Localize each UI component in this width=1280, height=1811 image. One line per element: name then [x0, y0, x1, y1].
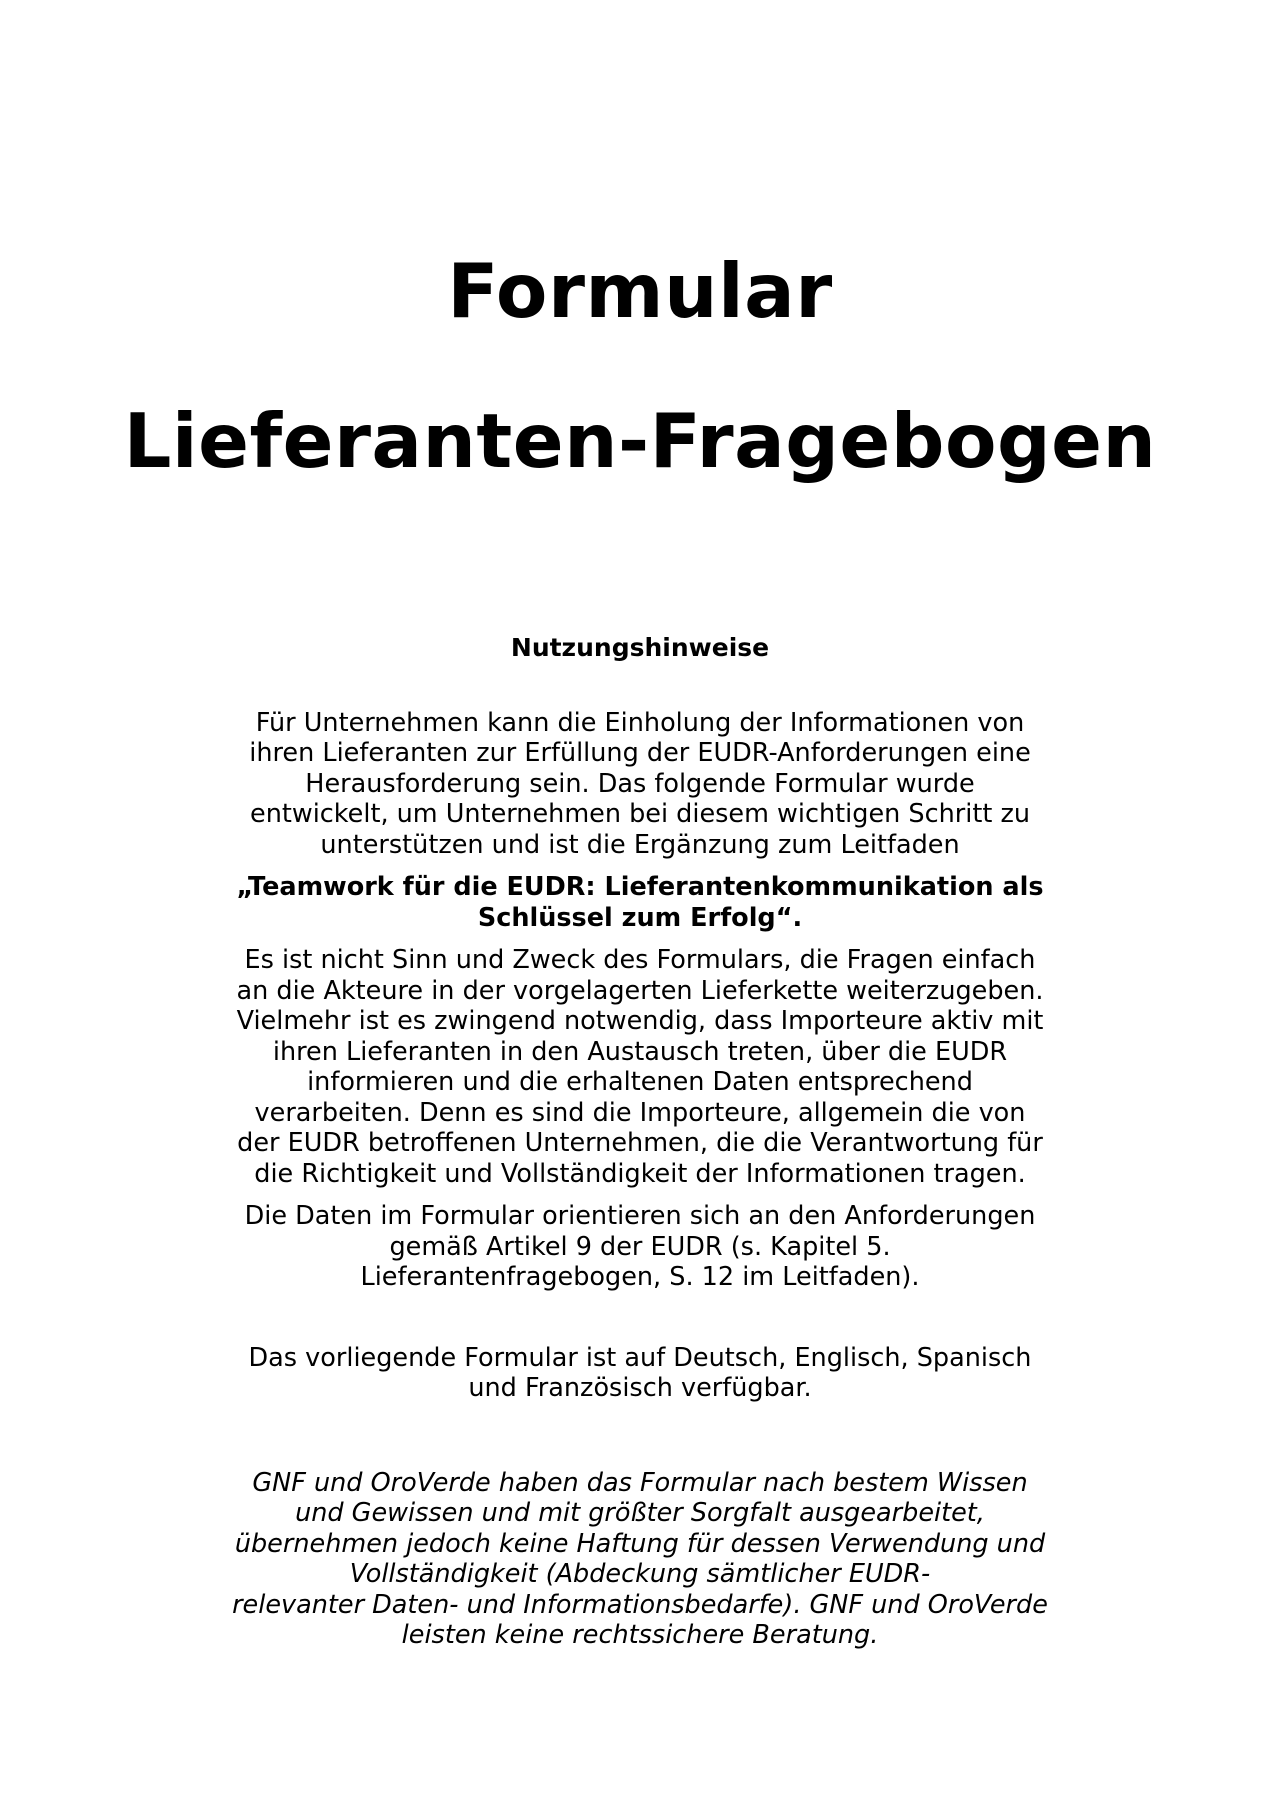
purpose-line: informieren und die erhaltenen Daten entsprechend	[307, 1067, 973, 1097]
intro-line: entwickelt, um Unternehmen bei diesem wichtigen Schritt zu	[250, 799, 1030, 829]
disclaimer-paragraph	[190, 1468, 1090, 1651]
intro-line: unterstützen und ist die Ergänzung zum Leitfaden	[320, 829, 960, 860]
purpose-line: verarbeiten. Denn es sind die Importeure, allgemein die von	[254, 1097, 1026, 1128]
purpose-line: an die Akteure in der vorgelagerten Lieferkette weiterzugeben.	[236, 975, 1044, 1006]
title-lieferanten-fragebogen: Lieferanten-Fragebogen	[123, 397, 1157, 485]
disclaimer-line: relevanter Daten- und Informationsbedarfe). GNF und OroVerde	[232, 1589, 1048, 1620]
languages-line: Das vorliegende Formular ist auf Deutsch, Englisch, Spanisch	[248, 1342, 1032, 1373]
purpose-paragraph	[190, 945, 1090, 1189]
purpose-line: ihren Lieferanten in den Austausch treten, über die EUDR	[272, 1036, 1008, 1067]
languages-paragraph	[190, 1343, 1090, 1404]
data-basis-line: Lieferantenfragebogen, S. 12 im Leitfaden).	[360, 1262, 920, 1292]
usage-notes	[190, 633, 1090, 1651]
intro-line: Für Unternehmen kann die Einholung der Informationen von	[255, 707, 1025, 738]
disclaimer-line: GNF und OroVerde haben das Formular nach bestem Wissen	[252, 1467, 1028, 1498]
intro-paragraph	[190, 708, 1090, 861]
data-basis-line: gemäß Artikel 9 der EUDR (s. Kapitel 5.	[389, 1231, 891, 1262]
intro-line: ihren Lieferanten zur Erfüllung der EUDR-Anforderungen eine	[249, 738, 1031, 768]
disclaimer-line: und Gewissen und mit größter Sorgfalt ausgearbeitet,	[295, 1498, 985, 1528]
languages-line: und Französisch verfügbar.	[468, 1373, 812, 1403]
purpose-line: die Richtigkeit und Vollständigkeit der Informationen tragen.	[254, 1158, 1026, 1189]
purpose-line: Vielmehr ist es zwingend notwendig, dass Importeure aktiv mit	[236, 1006, 1044, 1036]
data-basis-paragraph	[190, 1201, 1090, 1293]
guide-title-line: Schlüssel zum Erfolg“.	[477, 902, 803, 933]
disclaimer-line: leisten keine rechtssichere Beratung.	[401, 1620, 879, 1650]
data-basis-line: Die Daten im Formular orientieren sich an den Anforderungen	[244, 1201, 1036, 1231]
purpose-line: Es ist nicht Sinn und Zweck des Formulars, die Fragen einfach	[244, 945, 1036, 975]
purpose-line: der EUDR betroffenen Unternehmen, die die Verantwortung für	[237, 1128, 1043, 1158]
title-formular: Formular	[447, 247, 833, 335]
usage-notes-heading: Nutzungshinweise	[510, 633, 770, 662]
guide-title	[190, 872, 1090, 933]
disclaimer-line: übernehmen jedoch keine Haftung für dessen Verwendung und	[234, 1528, 1046, 1559]
disclaimer-line: Vollständigkeit (Abdeckung sämtlicher EUDR-	[349, 1559, 931, 1589]
intro-line: Herausforderung sein. Das folgende Formular wurde	[305, 768, 975, 799]
guide-title-line: „Teamwork für die EUDR: Lieferantenkommunikation als	[236, 872, 1044, 902]
